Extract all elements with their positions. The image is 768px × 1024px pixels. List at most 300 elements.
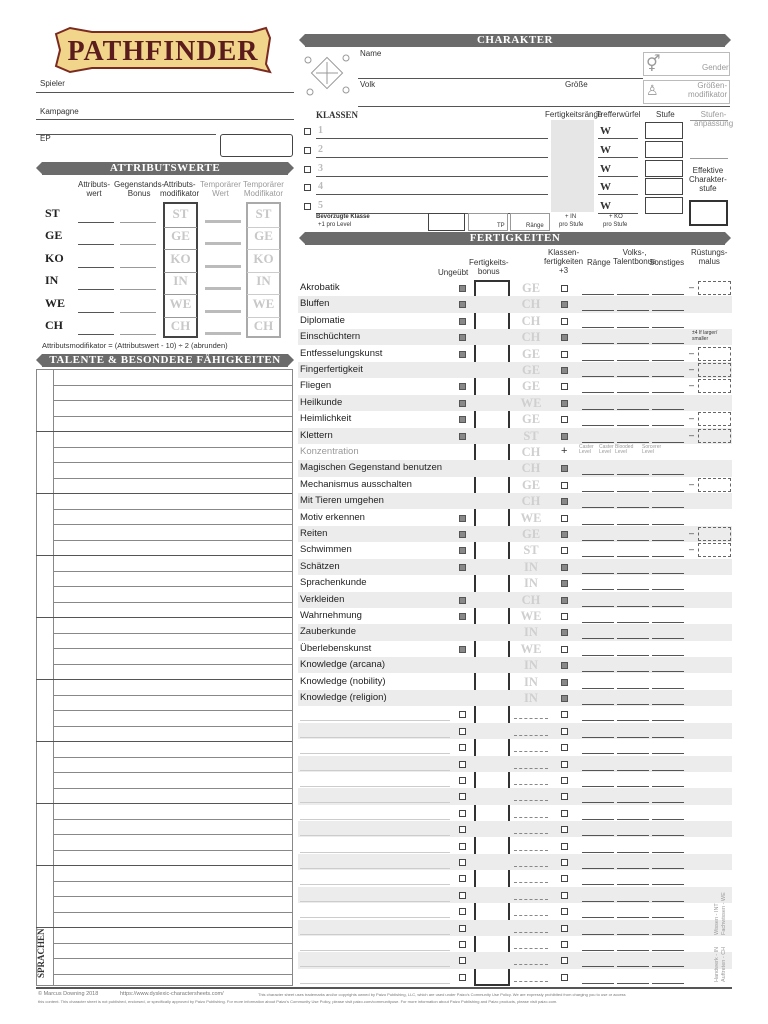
misc-line[interactable] [652,294,684,295]
class-skill-checkbox[interactable] [561,285,568,292]
class-skill-checkbox[interactable] [561,662,568,669]
attr-temp-line[interactable] [205,220,241,223]
ranks-line[interactable] [582,294,614,295]
talent-line[interactable] [54,540,292,541]
talent-line[interactable] [54,710,292,711]
misc-line[interactable] [652,720,684,721]
talent-line[interactable] [36,803,292,804]
ranks-line[interactable] [582,688,614,689]
talent-line[interactable] [36,617,292,618]
attr-score-line[interactable] [78,334,114,335]
class-skill-checkbox[interactable] [561,515,568,522]
class-skill-checkbox[interactable] [561,843,568,850]
talent-line[interactable] [36,865,292,866]
untrained-checkbox[interactable] [459,777,466,784]
ranks-line[interactable] [582,802,614,803]
talent-line[interactable] [54,834,292,835]
skill-ability-blank[interactable] [514,948,548,949]
misc-line[interactable] [652,573,684,574]
ep-box[interactable] [220,134,293,157]
custom-skill-line[interactable] [300,966,450,967]
talent-line[interactable] [54,586,292,587]
class-skill-checkbox[interactable] [561,416,568,423]
misc-line[interactable] [652,622,684,623]
untrained-checkbox[interactable] [459,925,466,932]
racial-line[interactable] [617,622,649,623]
ranks-line[interactable] [582,934,614,935]
ranks-line[interactable] [582,540,614,541]
misc-line[interactable] [652,655,684,656]
untrained-checkbox[interactable] [459,892,466,899]
misc-line[interactable] [652,507,684,508]
misc-line[interactable] [652,802,684,803]
misc-line[interactable] [652,524,684,525]
class-skill-checkbox[interactable] [561,974,568,981]
misc-line[interactable] [652,343,684,344]
attr-temp-line[interactable] [205,242,241,245]
attr-score-line[interactable] [78,222,114,223]
class-skill-checkbox[interactable] [561,498,568,505]
class-skill-checkbox[interactable] [561,826,568,833]
class-skill-checkbox[interactable] [561,875,568,882]
racial-line[interactable] [617,655,649,656]
class-row-checkbox[interactable] [304,128,311,135]
racial-line[interactable] [617,425,649,426]
ranks-line[interactable] [582,622,614,623]
armor-penalty-box[interactable] [698,281,731,295]
misc-line[interactable] [652,589,684,590]
talent-line[interactable] [54,400,292,401]
custom-skill-line[interactable] [300,720,450,721]
misc-line[interactable] [652,852,684,853]
class-row-die-line[interactable] [598,176,638,177]
racial-line[interactable] [617,442,649,443]
talent-line[interactable] [54,633,292,634]
talent-line[interactable] [54,788,292,789]
class-skill-checkbox[interactable] [561,957,568,964]
untrained-checkbox[interactable] [459,843,466,850]
skill-ability-blank[interactable] [514,866,548,867]
misc-line[interactable] [652,556,684,557]
talent-line[interactable] [36,493,292,494]
misc-line[interactable] [652,638,684,639]
custom-skill-line[interactable] [300,868,450,869]
custom-skill-line[interactable] [300,983,450,984]
ranks-line[interactable] [582,917,614,918]
racial-line[interactable] [617,294,649,295]
misc-line[interactable] [652,376,684,377]
racial-line[interactable] [617,884,649,885]
ranks-line[interactable] [582,376,614,377]
attr-item-line[interactable] [120,244,156,245]
ep-line[interactable] [36,134,216,135]
racial-line[interactable] [617,392,649,393]
misc-line[interactable] [652,425,684,426]
class-skill-checkbox[interactable] [561,925,568,932]
custom-skill-line[interactable] [300,802,450,803]
talent-line[interactable] [54,385,292,386]
class-skill-checkbox[interactable] [561,318,568,325]
racial-line[interactable] [617,507,649,508]
skill-ability-blank[interactable] [514,915,548,916]
ranks-line[interactable] [582,507,614,508]
ranks-line[interactable] [582,786,614,787]
ranks-line[interactable] [582,737,614,738]
custom-skill-line[interactable] [300,770,450,771]
talent-line[interactable] [36,555,292,556]
racial-line[interactable] [617,737,649,738]
class-row-die-line[interactable] [598,138,638,139]
misc-line[interactable] [652,540,684,541]
ranks-line[interactable] [582,442,614,443]
armor-penalty-box[interactable] [698,412,731,426]
misc-line[interactable] [652,360,684,361]
class-row-level-box[interactable] [645,122,683,139]
talent-line[interactable] [54,881,292,882]
racial-line[interactable] [617,556,649,557]
campaign-line[interactable] [36,119,294,120]
talent-line[interactable] [54,726,292,727]
talent-line[interactable] [54,958,292,959]
attr-item-line[interactable] [120,334,156,335]
talent-line[interactable] [54,850,292,851]
class-row-level-box[interactable] [645,197,683,214]
misc-line[interactable] [652,737,684,738]
misc-line[interactable] [652,950,684,951]
racial-line[interactable] [617,966,649,967]
attr-item-line[interactable] [120,312,156,313]
ranks-line[interactable] [582,392,614,393]
class-row-line[interactable] [316,176,548,177]
talent-line[interactable] [36,741,292,742]
class-skill-checkbox[interactable] [561,351,568,358]
custom-skill-line[interactable] [300,934,450,935]
racial-line[interactable] [617,671,649,672]
skill-ability-blank[interactable] [514,850,548,851]
talent-line[interactable] [54,772,292,773]
racial-line[interactable] [617,606,649,607]
misc-line[interactable] [652,310,684,311]
misc-line[interactable] [652,934,684,935]
class-row-level-box[interactable] [645,160,683,177]
ranks-line[interactable] [582,606,614,607]
class-skill-checkbox[interactable] [561,564,568,571]
racial-line[interactable] [617,573,649,574]
untrained-checkbox[interactable] [459,875,466,882]
custom-skill-line[interactable] [300,901,450,902]
ranks-line[interactable] [582,360,614,361]
class-skill-checkbox[interactable] [561,531,568,538]
misc-line[interactable] [652,474,684,475]
ranks-line[interactable] [582,524,614,525]
footer-url[interactable]: https://www.dyslexic-charactersheets.com/ [120,991,224,997]
racial-line[interactable] [617,589,649,590]
talent-line[interactable] [54,896,292,897]
class-skill-checkbox[interactable] [561,761,568,768]
class-row-die-line[interactable] [598,194,638,195]
misc-line[interactable] [652,917,684,918]
class-skill-checkbox[interactable] [561,580,568,587]
ranks-line[interactable] [582,491,614,492]
armor-penalty-box[interactable] [698,363,731,377]
racial-line[interactable] [617,688,649,689]
armor-penalty-box[interactable] [698,478,731,492]
level-adjust-line[interactable] [690,158,728,159]
talent-line[interactable] [54,447,292,448]
talent-line[interactable] [54,509,292,510]
attr-temp-line[interactable] [205,265,241,268]
ranks-line[interactable] [582,819,614,820]
class-skill-checkbox[interactable] [561,597,568,604]
class-skill-checkbox[interactable] [561,613,568,620]
skill-ability-blank[interactable] [514,833,548,834]
untrained-checkbox[interactable] [459,761,466,768]
skill-ability-blank[interactable] [514,899,548,900]
talent-line[interactable] [54,524,292,525]
class-row-die-line[interactable] [598,157,638,158]
name-line[interactable] [358,78,643,79]
attr-score-line[interactable] [78,267,114,268]
misc-line[interactable] [652,491,684,492]
custom-skill-line[interactable] [300,819,450,820]
racial-line[interactable] [617,835,649,836]
racial-line[interactable] [617,540,649,541]
class-skill-checkbox[interactable] [561,646,568,653]
class-row-line[interactable] [316,194,548,195]
armor-penalty-box[interactable] [698,527,731,541]
ranks-line[interactable] [582,835,614,836]
ranks-line[interactable] [582,950,614,951]
class-skill-checkbox[interactable] [561,859,568,866]
class-skill-checkbox[interactable] [561,810,568,817]
armor-penalty-box[interactable] [698,379,731,393]
custom-skill-line[interactable] [300,753,450,754]
attr-score-line[interactable] [78,244,114,245]
talent-line[interactable] [54,416,292,417]
racial-line[interactable] [617,310,649,311]
misc-line[interactable] [652,868,684,869]
class-skill-checkbox[interactable] [561,777,568,784]
misc-line[interactable] [652,688,684,689]
effective-level-box[interactable] [689,200,728,226]
class-skill-checkbox[interactable] [561,711,568,718]
armor-penalty-box[interactable] [698,347,731,361]
skill-ability-blank[interactable] [514,751,548,752]
class-skill-checkbox[interactable] [561,941,568,948]
ranks-line[interactable] [582,901,614,902]
untrained-checkbox[interactable] [459,744,466,751]
racial-line[interactable] [617,343,649,344]
talent-line[interactable] [54,695,292,696]
ranks-line[interactable] [582,343,614,344]
classes-ranks-column[interactable] [551,120,594,212]
class-row-checkbox[interactable] [304,203,311,210]
racial-line[interactable] [617,720,649,721]
talent-line[interactable] [36,927,292,928]
attr-item-line[interactable] [120,289,156,290]
racial-line[interactable] [617,753,649,754]
class-skill-checkbox[interactable] [561,482,568,489]
level-adjust-line[interactable] [690,120,728,121]
class-skill-checkbox[interactable] [561,367,568,374]
class-row-checkbox[interactable] [304,147,311,154]
custom-skill-line[interactable] [300,884,450,885]
racial-line[interactable] [617,327,649,328]
custom-skill-line[interactable] [300,950,450,951]
class-skill-checkbox[interactable] [561,744,568,751]
race-line[interactable] [358,106,730,107]
untrained-checkbox[interactable] [459,859,466,866]
racial-line[interactable] [617,491,649,492]
ranks-line[interactable] [582,720,614,721]
talent-line[interactable] [36,679,292,680]
misc-line[interactable] [652,819,684,820]
skill-ability-blank[interactable] [514,882,548,883]
attr-item-line[interactable] [120,267,156,268]
talent-line[interactable] [54,571,292,572]
armor-penalty-box[interactable] [698,429,731,443]
class-skill-checkbox[interactable] [561,892,568,899]
racial-line[interactable] [617,802,649,803]
ranks-line[interactable] [582,753,614,754]
misc-line[interactable] [652,884,684,885]
ranks-line[interactable] [582,409,614,410]
racial-line[interactable] [617,983,649,984]
class-skill-checkbox[interactable] [561,629,568,636]
racial-line[interactable] [617,852,649,853]
ranks-line[interactable] [582,327,614,328]
class-row-level-box[interactable] [645,178,683,195]
favored-tp-box[interactable] [428,213,465,231]
racial-line[interactable] [617,770,649,771]
misc-line[interactable] [652,753,684,754]
racial-line[interactable] [617,786,649,787]
misc-line[interactable] [652,327,684,328]
misc-line[interactable] [652,409,684,410]
class-row-checkbox[interactable] [304,184,311,191]
ranks-line[interactable] [582,573,614,574]
class-skill-checkbox[interactable] [561,400,568,407]
talent-line[interactable] [36,431,292,432]
skill-ability-blank[interactable] [514,964,548,965]
custom-skill-line[interactable] [300,917,450,918]
ranks-line[interactable] [582,589,614,590]
player-line[interactable] [36,92,294,93]
misc-line[interactable] [652,983,684,984]
untrained-checkbox[interactable] [459,810,466,817]
class-skill-checkbox[interactable] [561,728,568,735]
misc-line[interactable] [652,606,684,607]
skill-ability-blank[interactable] [514,735,548,736]
custom-skill-line[interactable] [300,737,450,738]
talent-line[interactable] [54,462,292,463]
skill-ability-blank[interactable] [514,817,548,818]
ranks-line[interactable] [582,966,614,967]
class-skill-checkbox[interactable] [561,383,568,390]
racial-line[interactable] [617,950,649,951]
untrained-checkbox[interactable] [459,826,466,833]
custom-skill-line[interactable] [300,835,450,836]
skill-row[interactable] [298,444,732,460]
racial-line[interactable] [617,409,649,410]
untrained-checkbox[interactable] [459,941,466,948]
untrained-checkbox[interactable] [459,974,466,981]
racial-line[interactable] [617,704,649,705]
racial-line[interactable] [617,868,649,869]
ranks-line[interactable] [582,884,614,885]
talent-line[interactable] [54,478,292,479]
misc-line[interactable] [652,442,684,443]
ranks-line[interactable] [582,556,614,557]
ranks-line[interactable] [582,655,614,656]
misc-line[interactable] [652,901,684,902]
racial-line[interactable] [617,819,649,820]
custom-skill-line[interactable] [300,786,450,787]
talent-line[interactable] [54,819,292,820]
ranks-line[interactable] [582,704,614,705]
talent-line[interactable] [54,974,292,975]
class-row-level-box[interactable] [645,141,683,158]
class-skill-checkbox[interactable] [561,334,568,341]
ranks-line[interactable] [582,671,614,672]
untrained-checkbox[interactable] [459,711,466,718]
skill-ability-blank[interactable] [514,784,548,785]
untrained-checkbox[interactable] [459,908,466,915]
racial-line[interactable] [617,638,649,639]
attr-score-line[interactable] [78,289,114,290]
untrained-checkbox[interactable] [459,728,466,735]
racial-line[interactable] [617,901,649,902]
class-skill-checkbox[interactable] [561,465,568,472]
misc-line[interactable] [652,392,684,393]
misc-line[interactable] [652,704,684,705]
racial-line[interactable] [617,376,649,377]
skill-ability-blank[interactable] [514,768,548,769]
untrained-checkbox[interactable] [459,957,466,964]
ranks-line[interactable] [582,770,614,771]
class-skill-checkbox[interactable] [561,695,568,702]
misc-line[interactable] [652,786,684,787]
class-skill-checkbox[interactable] [561,679,568,686]
racial-line[interactable] [617,474,649,475]
talent-line[interactable] [54,757,292,758]
custom-skill-line[interactable] [300,852,450,853]
talent-line[interactable] [54,912,292,913]
talent-line[interactable] [54,648,292,649]
ranks-line[interactable] [582,425,614,426]
class-skill-checkbox[interactable] [561,908,568,915]
misc-line[interactable] [652,671,684,672]
attr-temp-line[interactable] [205,332,241,335]
talent-line[interactable] [54,664,292,665]
skill-ability-blank[interactable] [514,800,548,801]
class-skill-checkbox[interactable] [561,433,568,440]
racial-line[interactable] [617,917,649,918]
ranks-line[interactable] [582,310,614,311]
ranks-line[interactable] [582,852,614,853]
ranks-line[interactable] [582,983,614,984]
skill-ability-blank[interactable] [514,932,548,933]
talent-line[interactable] [54,602,292,603]
class-skill-checkbox[interactable] [561,793,568,800]
skill-ability-blank[interactable] [514,718,548,719]
class-row-line[interactable] [316,138,548,139]
class-row-line[interactable] [316,157,548,158]
ranks-line[interactable] [582,868,614,869]
misc-line[interactable] [652,770,684,771]
attr-temp-line[interactable] [205,310,241,313]
class-row-checkbox[interactable] [304,166,311,173]
